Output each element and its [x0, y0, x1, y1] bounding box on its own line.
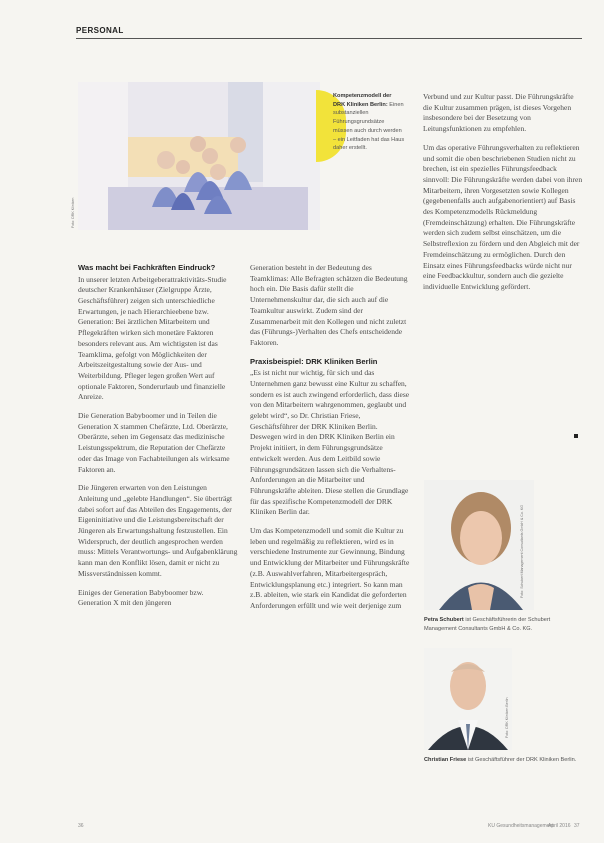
column-3 — [423, 92, 583, 442]
photo-caption — [333, 92, 405, 153]
section-title: PERSONAL — [76, 26, 124, 35]
column-1 — [78, 263, 238, 800]
col2-paragraph-2: „Es ist nicht nur wichtig, für sich und das Unternehmen ganz bewusst eine Kultur zu schaffen, sondern es ist auch zwingend erforderlich, dass diese von den Mitarbeitern wahrgenommen, geglaubt und gelebt wird“, so Dr. Christian Friese, Geschäftsführer der DRK Kliniken Berlin. Deswegen wird in den DRK Kliniken Berlin ein Projekt initiiert, in dem Führungsgrundsätze entwickelt werden. Aus dem Leitbild sowie Führungsgrundsätzen lassen sich die Verhaltens-Anforderungen an die Mitarbeiter und Führungskräfte ableiten. Diese stellen die Grundlage für das spezifische Kompetenzmodell der DRK Kliniken Berlin dar. — [250, 368, 410, 517]
issue-date: April 2016 — [548, 823, 571, 829]
col1-paragraph-3: Die Jüngeren erwarten von den Leistungen Anleitung und „gelebte Handlungen“. Sie überträgt dabei sofort auf das Abteilen des Engagements, der Eigeninitiative und die Leistungsbereitschaft der Jüngeren als Erwartungshaltung festzustellen. Ein Widerspruch, der deutlich angesprochen werden muss: Mittels Verantwortungs- und Aufgabenklärung kann man den Konflikt lösen, damit er nicht zu Missverständnissen kommt. — [78, 483, 238, 578]
heading-praxisbeispiel: Praxisbeispiel: DRK Kliniken Berlin — [250, 356, 378, 366]
column-2 — [250, 263, 410, 800]
person2-role: ist Geschäftsführer der DRK Kliniken Berlin. — [467, 757, 577, 763]
portrait1-caption — [424, 616, 584, 633]
photo-credit: Foto: DRK Kliniken — [71, 197, 75, 228]
col3-paragraph-2: Um das operative Führungsverhalten zu reflektieren und somit die oben beschriebenen Studien nicht zu brechen, ist ein spezielles Führungsfeedback sinnvoll: Die Führungskräfte werden dabei von ihren Mitarbeitern, ihren Vorgesetzten sowie Kollegen (gegebenenfalls auch aufgabenorientiert) auf Basis des Kompetenzmodells Rückmeldung (Fremdeinschätzung) erhalten. Die Führungskräfte werden sich zudem selbst einschätzen, um die Selbstreflexion zu fördern und den Abgleich mit der Fremdeinschätzung zu ermöglichen. Durch den Einsatz eines Führungsfeedbacks würde nicht nur eine Feedbackkultur, sondern auch die gezielte individuelle Entwicklung gefördert. — [423, 142, 583, 291]
portrait-petra-schubert — [424, 480, 534, 610]
heading-fachkraefte: Was macht bei Fachkräften Eindruck? — [78, 263, 216, 272]
journal-name: KU Gesundheitsmanagement — [488, 823, 554, 829]
person2-name: Christian Friese — [424, 757, 467, 763]
end-mark — [574, 434, 578, 438]
header-rule — [76, 38, 582, 39]
portrait2-caption — [424, 756, 584, 765]
col2-paragraph-1: Generation besteht in der Bedeutung des Teamklimas: Alle Befragten schätzen die Bedeutung hoch ein. Die Basis dafür stellt die Unternehmenskultur dar, die sich auch auf die Teamkultur auswirkt. Zudem sind der Zusammenarbeit mit den Kollegen und nicht zuletzt das (Führungs-)Verhalten des Chefs entscheidende Faktoren. — [250, 263, 408, 347]
portrait1-credit: Foto: Schubert Management Consultants GmbH & Co. KG — [520, 504, 524, 598]
person1-role: ist Geschäftsführerin der Schubert Management Consultants GmbH & Co. KG. — [424, 617, 551, 632]
col3-paragraph-1: Verbund und zur Kultur passt. Die Führungskräfte die Kultur zusammen prägen, ist dieses Vorgehen insbesondere bei der Besetzung von Leitungsfunktionen zu empfehlen. — [423, 92, 574, 134]
col1-paragraph-4: Einiges der Generation Babyboomer bzw. Generation X mit den jüngeren — [78, 587, 204, 608]
caption-title: Kompetenzmodell der DRK Kliniken Berlin: — [333, 93, 392, 108]
portrait2-credit: Foto: DRK Kliniken Berlin — [505, 697, 509, 738]
team-photo — [78, 82, 320, 230]
col1-paragraph-2: Die Generation Babyboomer und in Teilen die Generation X stammen Chefärzte, Ltd. Oberärzte, Oberärzte, sehen im Gegensatz das medizinische Leistungsspektrum, die Reputation der Chefärzte oder das Image von Fachabteilungen als wirksame Faktoren an. — [78, 411, 230, 474]
page-number-left: 36 — [78, 823, 84, 829]
col2-paragraph-3: Um das Kompetenzmodell und somit die Kultur zu leben und regelmäßig zu reflektieren, wird es in verschiedene Instrumente zur Gewinnung, Bindung und Entwicklung der Mitarbeiter und Führungskräfte (z.B. Auswahlverfahren, Mitarbeitergespräch, Entwicklungsplanung etc.) integriert. So kann man z.B. ableiten, wie stark ein Kandidat die geforderten Anforderungen erfüllt und wie weit derjenige zum — [250, 526, 410, 610]
col1-paragraph-1: In unserer letzten Arbeitgeberattraktivitäts-Studie deutscher Krankenhäuser (Zielgruppe Ärzte, Geschäftsführer) zeigen sich unterschiedliche Erwartungen, je nach Hierarchieebene bzw. Generation: Bei ärztlichen Mitarbeitern und Pflegekräften wirken sich monetäre Faktoren besonders relevant aus. Am wichtigsten ist das Teamklima, gefolgt von Möglichkeiten der Arbeitszeitgestaltung sowie der Aus- und Weiterbildung. Pfleger legen großen Wert auf optionale Faktoren, Sonderurlaub und finanzielle Anreize. — [78, 274, 227, 402]
caption-text: Einen substanziellen Führungsgrundsätze müssen auch durch werden – ein Leitfaden hat das Haus daher erstellt. — [333, 101, 405, 152]
person1-name: Petra Schubert — [424, 617, 464, 623]
page-number-right: 37 — [574, 823, 580, 829]
portrait-christian-friese — [424, 648, 512, 750]
